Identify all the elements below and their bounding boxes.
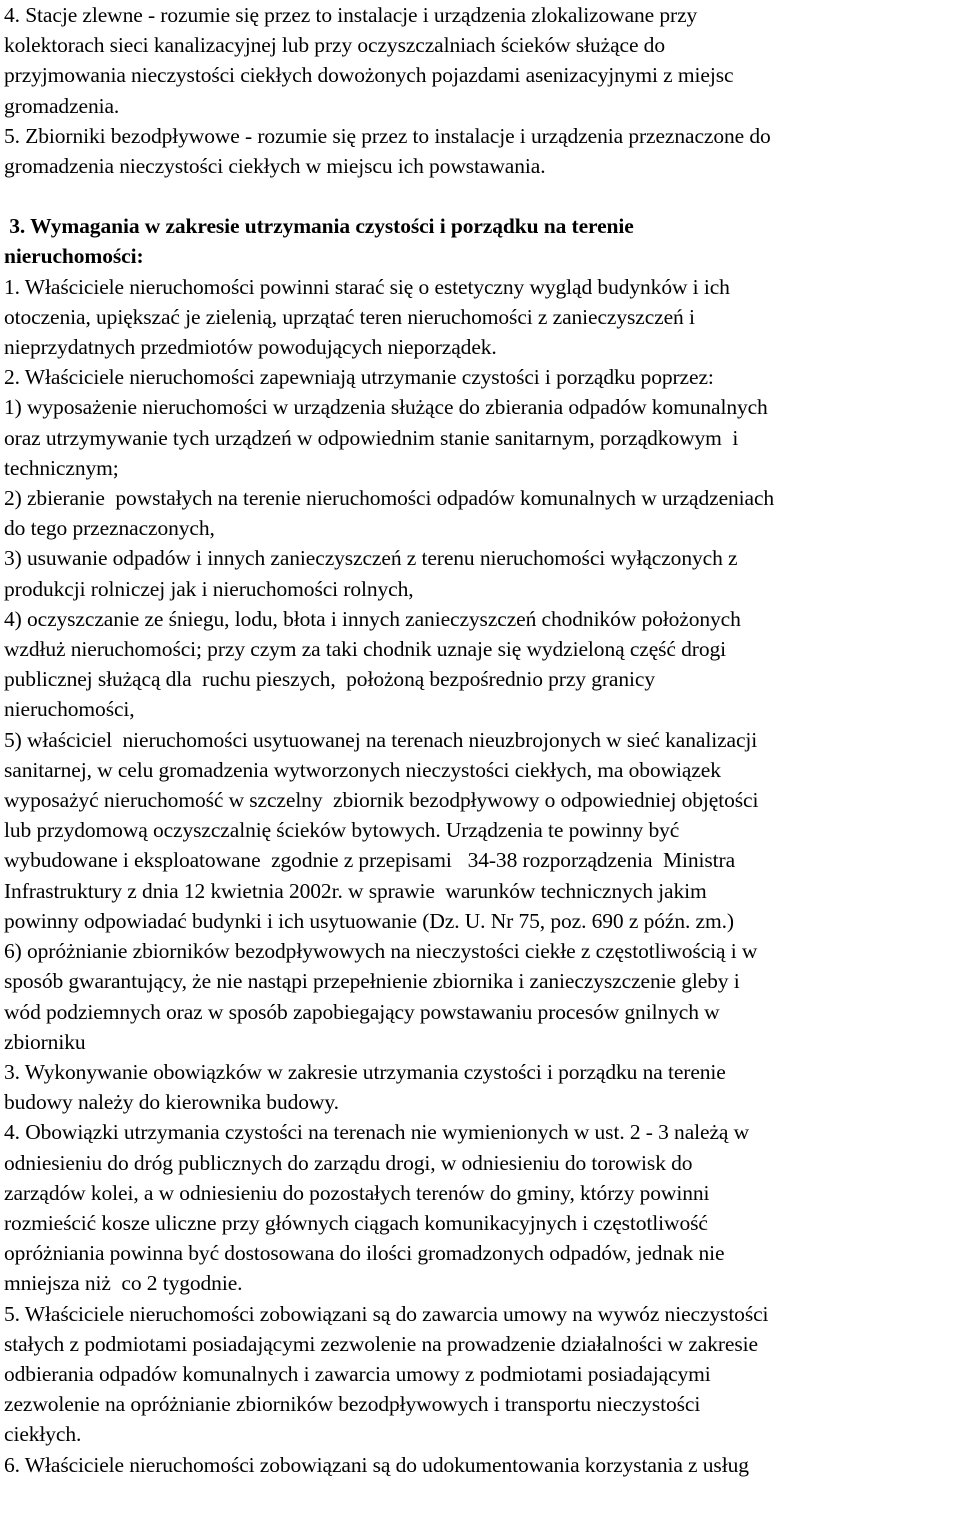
definition-line: kolektorach sieci kanalizacyjnej lub przy oczyszczalniach ścieków służące do: [4, 33, 665, 58]
section-heading-line: 3. Wymagania w zakresie utrzymania czystości i porządku na terenie: [4, 214, 634, 239]
body-line: technicznym;: [4, 455, 119, 480]
definitions-block: [4, 0, 956, 181]
definition-line: przyjmowania nieczystości ciekłych dowożonych pojazdami asenizacyjnymi z miejsc: [4, 63, 734, 88]
body-line: opróżniania powinna być dostosowana do ilości gromadzonych odpadów, jednak nie: [4, 1241, 725, 1266]
body-line: budowy należy do kierownika budowy.: [4, 1090, 339, 1115]
body-line: wód podziemnych oraz w sposób zapobiegający powstawaniu procesów gnilnych w: [4, 999, 720, 1024]
body-line: wybudowane i eksploatowane zgodnie z przepisami 34-38 rozporządzenia Ministra: [4, 848, 736, 873]
body-line: do tego przeznaczonych,: [4, 516, 215, 541]
body-line: otoczenia, upiększać je zielenią, uprzątać teren nieruchomości z zanieczyszczeń i: [4, 304, 695, 329]
body-line: mniejsza niż co 2 tygodnie.: [4, 1271, 243, 1296]
body-line: Infrastruktury z dnia 12 kwietnia 2002r. w sprawie warunków technicznych jakim: [4, 878, 707, 903]
body-line: lub przydomową oczyszczalnię ścieków bytowych. Urządzenia te powinny być: [4, 818, 680, 843]
section-heading-line: nieruchomości:: [4, 244, 144, 269]
definition-line: gromadzenia.: [4, 93, 120, 118]
body-line: produkcji rolniczej jak i nieruchomości rolnych,: [4, 576, 414, 601]
body-line: 4) oczyszczanie ze śniegu, lodu, błota i innych zanieczyszczeń chodników położonych: [4, 606, 741, 631]
body-line: ciekłych.: [4, 1422, 82, 1447]
body-line: 6) opróżnianie zbiorników bezodpływowych na nieczystości ciekłe z częstotliwością i w: [4, 939, 758, 964]
body-line: publicznej służącą dla ruchu pieszych, położoną bezpośrednio przy granicy: [4, 667, 655, 692]
body-line: 6. Właściciele nieruchomości zobowiązani są do udokumentowania korzystania z usług: [4, 1452, 749, 1477]
definition-line: 5. Zbiorniki bezodpływowe - rozumie się przez to instalacje i urządzenia przeznaczone do: [4, 123, 771, 148]
body-line: wyposażyć nieruchomość w szczelny zbiornik bezodpływowy o odpowiedniej objętości: [4, 788, 759, 813]
body-line: odniesieniu do dróg publicznych do zarządu drogi, w odniesieniu do torowisk do: [4, 1150, 693, 1175]
body-line: 2) zbieranie powstałych na terenie nieruchomości odpadów komunalnych w urządzeniach: [4, 486, 775, 511]
body-line: wzdłuż nieruchomości; przy czym za taki chodnik uznaje się wydzieloną część drogi: [4, 637, 727, 662]
body-line: 1. Właściciele nieruchomości powinni starać się o estetyczny wygląd budynków i ich: [4, 274, 730, 299]
body-line: sanitarnej, w celu gromadzenia wytworzonych nieczystości ciekłych, ma obowiązek: [4, 757, 721, 782]
body-line: zarządów kolei, a w odniesieniu do pozostałych terenów do gminy, którzy powinni: [4, 1180, 710, 1205]
body-line: zezwolenie na opróżnianie zbiorników bezodpływowych i transportu nieczystości: [4, 1392, 701, 1417]
body-line: rozmieścić kosze uliczne przy głównych ciągach komunikacyjnych i częstotliwość: [4, 1210, 708, 1235]
definition-line: gromadzenia nieczystości ciekłych w miejscu ich powstawania.: [4, 154, 546, 179]
body-line: nieruchomości,: [4, 697, 135, 722]
body-line: stałych z podmiotami posiadającymi zezwolenie na prowadzenie działalności w zakresie: [4, 1331, 758, 1356]
body-line: 3) usuwanie odpadów i innych zanieczyszczeń z terenu nieruchomości wyłączonych z: [4, 546, 738, 571]
document-page: [4, 0, 956, 1480]
body-line: 3. Wykonywanie obowiązków w zakresie utrzymania czystości i porządku na terenie: [4, 1059, 726, 1084]
body-line: zbiorniku: [4, 1029, 86, 1054]
body-line: 4. Obowiązki utrzymania czystości na terenach nie wymienionych w ust. 2 - 3 należą w: [4, 1120, 750, 1145]
body-line: 5. Właściciele nieruchomości zobowiązani są do zawarcia umowy na wywóz nieczystości: [4, 1301, 769, 1326]
definition-line: 4. Stacje zlewne - rozumie się przez to instalacje i urządzenia zlokalizowane przy: [4, 3, 698, 27]
body-line: odbierania odpadów komunalnych i zawarcia umowy z podmiotami posiadającymi: [4, 1361, 711, 1386]
body-line: 1) wyposażenie nieruchomości w urządzenia służące do zbierania odpadów komunalnych: [4, 395, 768, 420]
body-line: powinny odpowiadać budynki i ich usytuowanie (Dz. U. Nr 75, poz. 690 z późn. zm.): [4, 908, 734, 933]
body-line: oraz utrzymywanie tych urządzeń w odpowiednim stanie sanitarnym, porządkowym i: [4, 425, 739, 450]
body-line: nieprzydatnych przedmiotów powodujących nieporządek.: [4, 335, 497, 360]
section-body: [4, 272, 956, 1480]
body-line: 2. Właściciele nieruchomości zapewniają utrzymanie czystości i porządku poprzez:: [4, 365, 714, 390]
body-line: sposób gwarantujący, że nie nastąpi przepełnienie zbiornika i zanieczyszczenie gleby i: [4, 969, 740, 994]
body-line: 5) właściciel nieruchomości usytuowanej na terenach nieuzbrojonych w sieć kanalizacji: [4, 727, 758, 752]
section-heading: [4, 211, 956, 271]
